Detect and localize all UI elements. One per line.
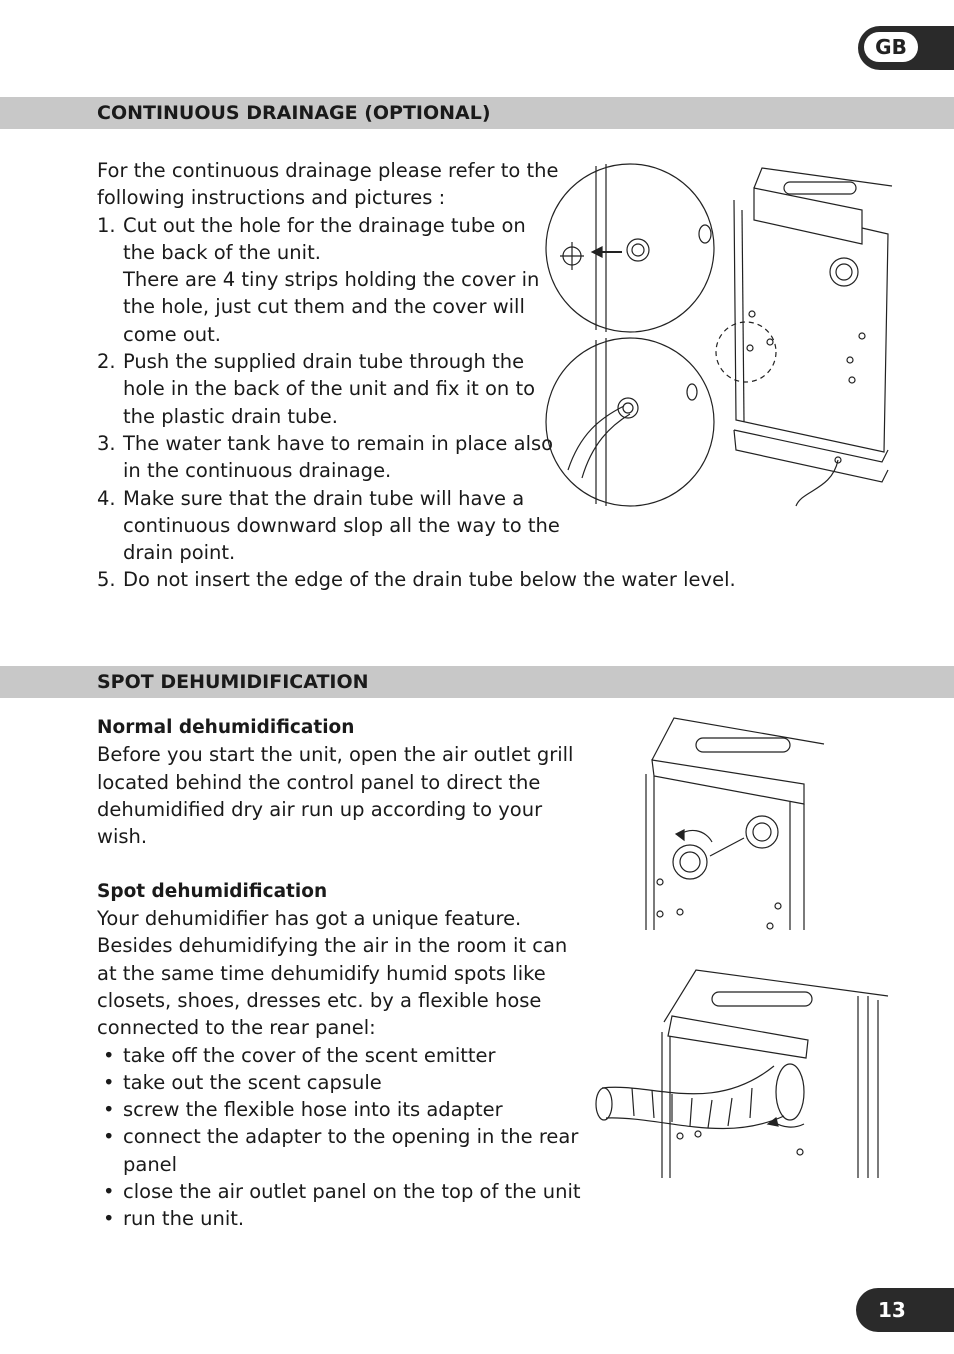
intro-line: following instructions and pictures : — [97, 186, 446, 210]
step-line: Cut out the hole for the drainage tube on — [123, 213, 526, 237]
section-title: CONTINUOUS DRAINAGE (OPTIONAL) — [97, 102, 491, 124]
section-header-continuous-drainage — [0, 97, 954, 129]
step-line: Push the supplied drain tube through the — [123, 350, 525, 374]
paragraph-line: dehumidified dry air run up according to your — [97, 797, 543, 821]
language-tab — [858, 26, 954, 70]
subheading-spot: Spot dehumidification — [97, 880, 328, 902]
step-number: 2. — [97, 350, 116, 374]
step-number: 1. — [97, 213, 116, 237]
list-line: screw the flexible hose into its adapter — [123, 1098, 503, 1122]
spot-steps-list — [97, 1042, 581, 1233]
list-line: take off the cover of the scent emitter — [123, 1043, 496, 1067]
page-number-tab — [856, 1288, 954, 1332]
page-number: 13 — [878, 1298, 906, 1322]
list-line: connect the adapter to the opening in the rear — [123, 1125, 579, 1149]
step-line: drain point. — [123, 541, 236, 565]
step-line: the back of the unit. — [123, 240, 321, 264]
bullet: • — [103, 1125, 115, 1149]
step-line: hole in the back of the unit and fix it on to — [123, 377, 536, 401]
bullet: • — [103, 1207, 115, 1231]
intro-line: For the continuous drainage please refer to the — [97, 159, 559, 182]
step-line: Do not insert the edge of the drain tube below the water level. — [123, 568, 736, 592]
list-line: panel — [123, 1152, 178, 1176]
list-item — [97, 1178, 581, 1205]
step-line: the plastic drain tube. — [123, 404, 338, 428]
step-line: Make sure that the drain tube will have a — [123, 486, 525, 510]
bullet: • — [103, 1043, 115, 1067]
bullet: • — [103, 1098, 115, 1122]
step-line: There are 4 tiny strips holding the cover in — [123, 268, 540, 292]
paragraph-line: Your dehumidifier has got a unique feature. — [97, 907, 522, 931]
paragraph-line: located behind the control panel to direct the — [97, 770, 541, 794]
spacer — [97, 850, 581, 877]
bullet: • — [103, 1180, 115, 1204]
step-number: 4. — [97, 486, 116, 510]
paragraph-line: Besides dehumidifying the air in the room it can — [97, 934, 568, 958]
list-item — [97, 1069, 581, 1096]
unit-back-illustration — [712, 160, 894, 512]
spot-dehumidification-text — [97, 714, 581, 1233]
paragraph-line: at the same time dehumidify humid spots like — [97, 961, 546, 985]
step-item — [97, 566, 736, 593]
list-line: run the unit. — [123, 1207, 245, 1231]
paragraph-line: closets, shoes, dresses etc. by a flexible hose — [97, 988, 542, 1012]
list-item — [97, 1123, 581, 1178]
step-line: continuous downward slop all the way to the — [123, 513, 560, 537]
paragraph-line: connected to the rear panel: — [97, 1016, 376, 1040]
paragraph-line: Before you start the unit, open the air outlet grill — [97, 743, 574, 767]
drain-hole-detail-illustration — [540, 160, 720, 512]
section-header-spot-dehumidification — [0, 666, 954, 698]
step-number: 5. — [97, 568, 116, 592]
list-line: close the air outlet panel on the top of the unit — [123, 1180, 581, 1204]
list-item — [97, 1205, 581, 1232]
step-line: come out. — [123, 322, 221, 346]
subheading-normal: Normal dehumidification — [97, 717, 355, 738]
list-item — [97, 1042, 581, 1069]
step-number: 3. — [97, 431, 116, 455]
section-title: SPOT DEHUMIDIFICATION — [97, 671, 369, 693]
list-item — [97, 1096, 581, 1123]
step-line: in the continuous drainage. — [123, 459, 392, 483]
language-label: GB — [864, 32, 918, 62]
flexible-hose-illustration — [592, 966, 892, 1180]
list-line: take out the scent capsule — [123, 1070, 382, 1094]
step-line: The water tank have to remain in place also — [123, 431, 554, 455]
step-line: the hole, just cut them and the cover will — [123, 295, 525, 319]
bullet: • — [103, 1070, 115, 1094]
scent-cover-illustration — [640, 714, 826, 932]
paragraph-line: wish. — [97, 825, 148, 849]
